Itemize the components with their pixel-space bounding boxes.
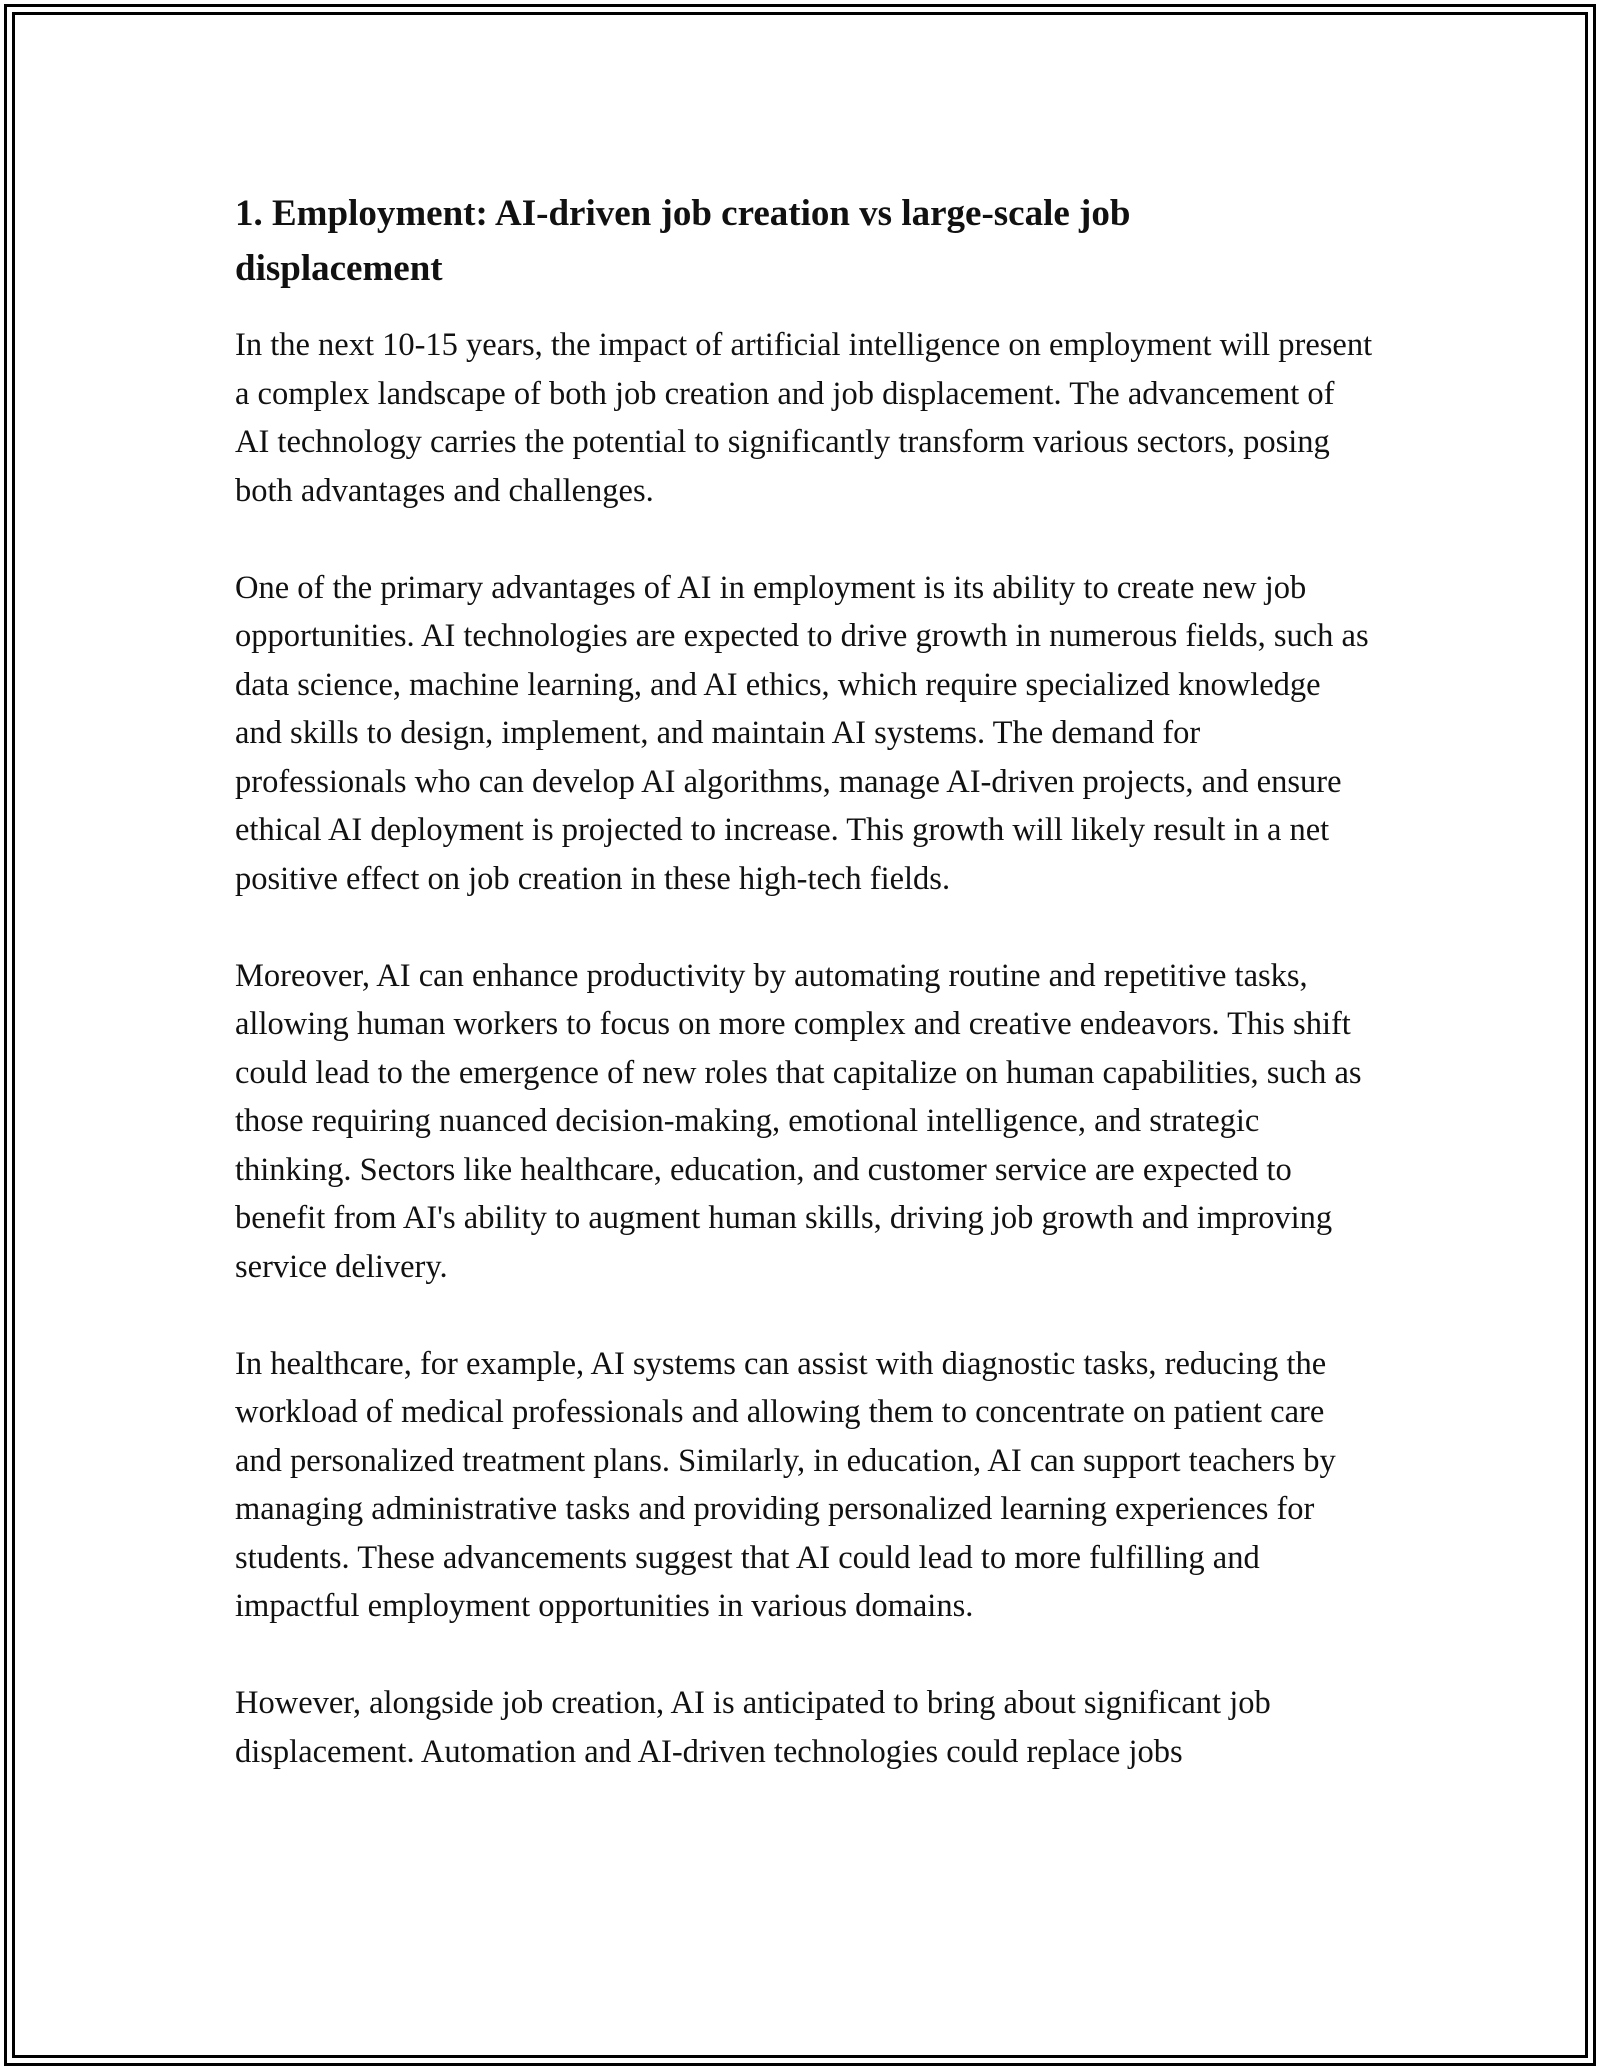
paragraph-job-creation: One of the primary advantages of AI in employment is its ability to create new job opportunities. AI technologies are expected to drive growth in numerous fields, such as data science, machine learning, and AI ethics, which require specialized knowledge and skills to design, implement, and maintain AI systems. The demand for professionals who can develop AI algorithms, manage AI-driven projects, and ensure ethical AI deployment is projected to increase. This growth will likely result in a net positive effect on job creation in these high-tech fields.: [235, 569, 1369, 897]
paragraph-healthcare-education: In healthcare, for example, AI systems can assist with diagnostic tasks, reducing the workload of medical professionals and allowing them to concentrate on patient care and personalized treatment plans. Similarly, in education, AI can support teachers by managing administrative tasks and providing personalized learning experiences for students. These advancements suggest that AI could lead to more fulfilling and impactful employment opportunities in various domains.: [235, 1345, 1336, 1624]
document-body: [235, 186, 1375, 1825]
section-heading: 1. Employment: AI-driven job creation vs large-scale job displacement: [235, 193, 1131, 289]
paragraph-productivity: Moreover, AI can enhance productivity by automating routine and repetitive tasks, allowing human workers to focus on more complex and creative endeavors. This shift could lead to the emergence of new roles that capitalize on human capabilities, such as those requiring nuanced decision-making, emotional intelligence, and strategic thinking. Sectors like healthcare, education, and customer service are expected to benefit from AI's ability to augment human skills, driving job growth and improving service delivery.: [235, 957, 1362, 1285]
paragraph-intro: In the next 10-15 years, the impact of artificial intelligence on employment will present a complex landscape of both job creation and job displacement. The advancement of AI technology carries the potential to significantly transform various sectors, posing both advantages and challenges.: [235, 327, 1373, 509]
paragraph-displacement: However, alongside job creation, AI is anticipated to bring about significant job displacement. Automation and AI-driven technologies could replace jobs: [235, 1685, 1271, 1770]
